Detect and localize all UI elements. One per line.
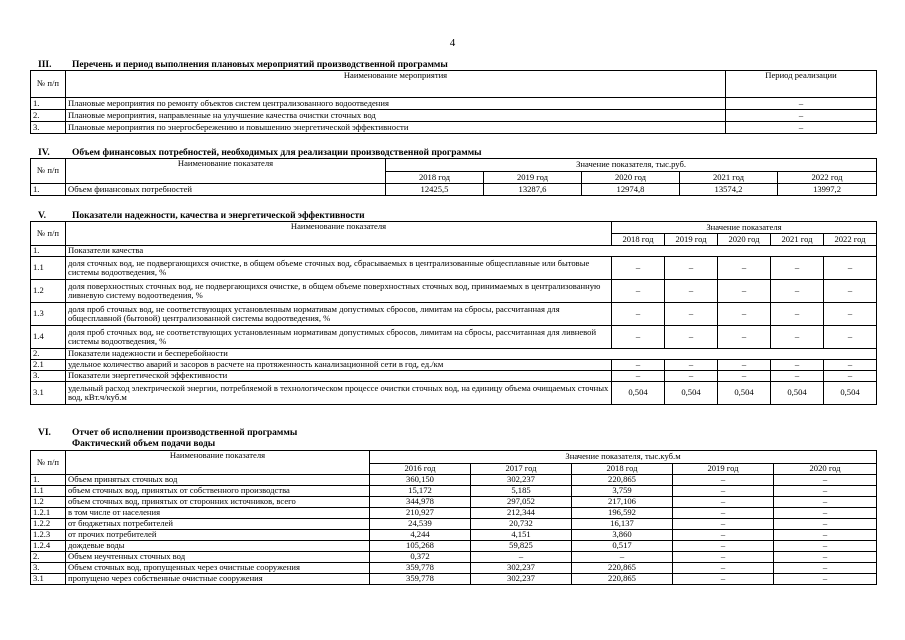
value-cell: – [718, 280, 771, 303]
value-cell: 5,185 [471, 486, 572, 497]
table-row [31, 360, 877, 371]
value-cell: – [673, 497, 774, 508]
row-name: Плановые мероприятия по ремонту объектов систем централизованного водоотведения [66, 98, 726, 110]
row-name: Показатели надежности и бесперебойности [66, 349, 877, 360]
table-row [31, 349, 877, 360]
value-cell: 0,504 [665, 382, 718, 405]
year-header: 2019 год [673, 464, 774, 475]
value-cell: – [774, 563, 877, 574]
row-name: объем сточных вод, принятых от собственного производства [66, 486, 370, 497]
table-row [31, 371, 877, 382]
section-4-title: Объем финансовых потребностей, необходимых для реализации производственной программы [72, 148, 482, 158]
row-num: 2.1 [31, 360, 66, 371]
value-cell: – [774, 508, 877, 519]
value-cell: – [771, 360, 824, 371]
value-cell: – [771, 303, 824, 326]
value-cell: 220,865 [572, 563, 673, 574]
row-period: – [726, 122, 877, 134]
value-cell: 297,052 [471, 497, 572, 508]
row-num: 2. [31, 110, 66, 122]
value-cell: 15,172 [370, 486, 471, 497]
row-num: 3. [31, 122, 66, 134]
section-6-subtitle: Фактический объем подачи воды [72, 439, 216, 449]
value-cell: 12425,5 [386, 184, 484, 196]
row-name: от бюджетных потребителей [66, 519, 370, 530]
value-cell: – [718, 326, 771, 349]
row-name: доля сточных вод, не подвергающихся очистке, в общем объеме сточных вод, сбрасываемых в централизованные общесплавные или бытовые системы водоотведения, % [66, 257, 612, 280]
value-cell: – [824, 371, 877, 382]
header-name: Наименование мероприятия [66, 71, 726, 98]
header-num: № п/п [31, 222, 66, 246]
year-header: 2022 год [824, 234, 877, 246]
value-cell: – [771, 280, 824, 303]
row-num: 3.1 [31, 574, 66, 585]
value-cell: – [718, 360, 771, 371]
table-row [31, 382, 877, 405]
value-cell: – [774, 530, 877, 541]
table-row [31, 486, 877, 497]
value-cell: 12974,8 [582, 184, 680, 196]
value-cell: 220,865 [572, 475, 673, 486]
table-row [31, 326, 877, 349]
value-cell: – [774, 497, 877, 508]
year-header: 2018 год [572, 464, 673, 475]
value-cell: – [718, 371, 771, 382]
value-cell: 4,244 [370, 530, 471, 541]
value-cell: 4,151 [471, 530, 572, 541]
table-row [31, 122, 877, 134]
table-row [31, 497, 877, 508]
row-num: 3.1 [31, 382, 66, 405]
table-row [31, 257, 877, 280]
row-num: 1. [31, 246, 66, 257]
value-cell: 13997,2 [778, 184, 877, 196]
value-cell: 359,778 [370, 574, 471, 585]
row-name: Показатели качества [66, 246, 877, 257]
row-num: 1.1 [31, 257, 66, 280]
row-num: 2. [31, 552, 66, 563]
value-cell: 105,268 [370, 541, 471, 552]
table-row [31, 246, 877, 257]
year-header: 2018 год [386, 172, 484, 184]
value-cell: – [824, 280, 877, 303]
row-name: объем сточных вод, принятых от сторонних источников, всего [66, 497, 370, 508]
section-3-heading [38, 60, 448, 70]
row-num: 1.2.1 [31, 508, 66, 519]
row-num: 2. [31, 349, 66, 360]
section-3-title: Перечень и период выполнения плановых мероприятий производственной программы [72, 60, 448, 70]
table-row [31, 530, 877, 541]
value-cell: – [774, 574, 877, 585]
row-name: Плановые мероприятия по энергосбережению и повышению энергетической эффективности [66, 122, 726, 134]
table-row [31, 98, 877, 110]
row-period: – [726, 110, 877, 122]
year-header: 2022 год [778, 172, 877, 184]
value-cell: 24,539 [370, 519, 471, 530]
value-cell: 0,504 [771, 382, 824, 405]
value-cell: 59,825 [471, 541, 572, 552]
year-header: 2020 год [774, 464, 877, 475]
header-name: Наименование показателя [66, 159, 386, 184]
value-cell: – [771, 257, 824, 280]
section-5-number: V. [38, 211, 47, 221]
value-cell: – [665, 257, 718, 280]
table-row [31, 552, 877, 563]
value-cell: 20,732 [471, 519, 572, 530]
row-name: дождевые воды [66, 541, 370, 552]
value-cell: – [673, 552, 774, 563]
row-num: 1.2 [31, 497, 66, 508]
row-name: доля проб сточных вод, не соответствующих установленным нормативам допустимых сбросов, лимитам на сбросы, рассчитанная для ливневой системы водоотведения, % [66, 326, 612, 349]
section-5-heading [38, 211, 365, 221]
value-cell: – [673, 574, 774, 585]
value-cell: – [612, 371, 665, 382]
value-cell: 302,237 [471, 563, 572, 574]
value-cell: 302,237 [471, 475, 572, 486]
row-num: 1.4 [31, 326, 66, 349]
value-cell: 3,860 [572, 530, 673, 541]
value-cell: – [774, 541, 877, 552]
value-cell: – [771, 326, 824, 349]
value-cell: – [673, 475, 774, 486]
table-row [31, 541, 877, 552]
section-6-heading [38, 428, 297, 438]
year-header: 2020 год [582, 172, 680, 184]
row-name: Объем неучтенных сточных вод [66, 552, 370, 563]
value-cell: – [612, 303, 665, 326]
value-cell: 302,237 [471, 574, 572, 585]
row-num: 3. [31, 371, 66, 382]
value-cell: – [771, 371, 824, 382]
row-num: 1.2.3 [31, 530, 66, 541]
value-cell: 359,778 [370, 563, 471, 574]
value-cell: – [471, 552, 572, 563]
table-row [31, 563, 877, 574]
year-header: 2016 год [370, 464, 471, 475]
table-row [31, 574, 877, 585]
row-num: 1. [31, 98, 66, 110]
value-cell: 0,372 [370, 552, 471, 563]
value-cell: 220,865 [572, 574, 673, 585]
value-cell: – [718, 303, 771, 326]
row-num: 1.2.2 [31, 519, 66, 530]
section-3-table [30, 70, 877, 134]
row-num: 1.2.4 [31, 541, 66, 552]
section-5-title: Показатели надежности, качества и энергетической эффективности [72, 211, 365, 221]
value-cell: 360,150 [370, 475, 471, 486]
row-name: от прочих потребителей [66, 530, 370, 541]
row-num: 1.2 [31, 280, 66, 303]
value-cell: – [673, 519, 774, 530]
value-cell: – [665, 303, 718, 326]
row-name: Объем принятых сточных вод [66, 475, 370, 486]
header-value: Значение показателя, тыс.куб.м [370, 451, 877, 464]
value-cell: – [774, 475, 877, 486]
value-cell: – [673, 530, 774, 541]
section-4-table [30, 158, 877, 196]
value-cell: – [665, 371, 718, 382]
value-cell: – [572, 552, 673, 563]
value-cell: – [673, 508, 774, 519]
value-cell: – [612, 326, 665, 349]
header-name: Наименование показателя [66, 222, 612, 246]
value-cell: – [612, 360, 665, 371]
header-name: Наименование показателя [66, 451, 370, 475]
section-5-table [30, 221, 877, 405]
value-cell: – [774, 486, 877, 497]
section-3-header-row [31, 71, 877, 98]
year-header: 2021 год [771, 234, 824, 246]
value-cell: – [718, 257, 771, 280]
row-name: удельное количество аварий и засоров в расчете на протяженность канализационной сети в год, ед./км [66, 360, 612, 371]
row-name: в том числе от населения [66, 508, 370, 519]
table-row [31, 303, 877, 326]
row-num: 1.1 [31, 486, 66, 497]
value-cell: – [774, 519, 877, 530]
section-6-number: VI. [38, 428, 51, 438]
row-num: 1.3 [31, 303, 66, 326]
value-cell: – [665, 360, 718, 371]
header-num: № п/п [31, 71, 66, 98]
header-value: Значение показателя [612, 222, 877, 234]
row-num: 1. [31, 475, 66, 486]
value-cell: 0,504 [612, 382, 665, 405]
value-cell: 217,106 [572, 497, 673, 508]
row-name: Объем финансовых потребностей [66, 184, 386, 196]
value-cell: 196,592 [572, 508, 673, 519]
row-num: 3. [31, 563, 66, 574]
year-header: 2019 год [484, 172, 582, 184]
year-header: 2021 год [680, 172, 778, 184]
section-6-title: Отчет об исполнении производственной программы [72, 428, 298, 438]
value-cell: – [824, 326, 877, 349]
value-cell: – [774, 552, 877, 563]
page-number: 4 [449, 37, 456, 49]
value-cell: – [673, 563, 774, 574]
value-cell: – [665, 326, 718, 349]
row-name: пропущено через собственные очистные сооружения [66, 574, 370, 585]
year-header: 2019 год [665, 234, 718, 246]
value-cell: – [612, 280, 665, 303]
value-cell: 212,344 [471, 508, 572, 519]
year-header: 2017 год [471, 464, 572, 475]
table-row [31, 184, 877, 196]
row-num: 1. [31, 184, 66, 196]
value-cell: 13287,6 [484, 184, 582, 196]
row-name: Плановые мероприятия, направленные на улучшение качества очистки сточных вод [66, 110, 726, 122]
value-cell: 0,504 [718, 382, 771, 405]
value-cell: – [665, 280, 718, 303]
table-row [31, 110, 877, 122]
year-header: 2020 год [718, 234, 771, 246]
value-cell: 13574,2 [680, 184, 778, 196]
row-name: доля проб сточных вод, не соответствующих установленным нормативам допустимых сбросов, лимитам на сбросы, рассчитанная для общесплавной (бытовой) централизованной системы водоотведения, % [66, 303, 612, 326]
value-cell: 0,504 [824, 382, 877, 405]
year-header: 2018 год [612, 234, 665, 246]
value-cell: 0,517 [572, 541, 673, 552]
table-row [31, 519, 877, 530]
row-name: Показатели энергетической эффективности [66, 371, 612, 382]
section-6-table [30, 450, 877, 585]
header-num: № п/п [31, 451, 66, 475]
value-cell: 210,927 [370, 508, 471, 519]
header-period: Период реализации [726, 71, 877, 98]
value-cell: – [612, 257, 665, 280]
table-row [31, 280, 877, 303]
value-cell: 16,137 [572, 519, 673, 530]
section-3-number: III. [38, 60, 52, 70]
table-row [31, 475, 877, 486]
value-cell: 344,978 [370, 497, 471, 508]
section-4-heading [38, 148, 482, 158]
row-name: Объем сточных вод, пропущенных через очистные сооружения [66, 563, 370, 574]
value-cell: – [824, 360, 877, 371]
header-num: № п/п [31, 159, 66, 184]
header-value: Значение показателя, тыс.руб. [386, 159, 877, 172]
value-cell: – [673, 541, 774, 552]
row-name: удельный расход электрической энергии, потребляемой в технологическом процессе очистки сточных вод, на единицу объема очищаемых сточных вод, кВт.ч/куб.м [66, 382, 612, 405]
table-row [31, 508, 877, 519]
value-cell: – [673, 486, 774, 497]
section-4-number: IV. [38, 148, 50, 158]
row-period: – [726, 98, 877, 110]
row-name: доля поверхностных сточных вод, не подвергающихся очистке, в общем объеме поверхностных сточных вод, принимаемых в централизованную ливневую систему водоотведения, % [66, 280, 612, 303]
value-cell: 3,759 [572, 486, 673, 497]
value-cell: – [824, 257, 877, 280]
value-cell: – [824, 303, 877, 326]
